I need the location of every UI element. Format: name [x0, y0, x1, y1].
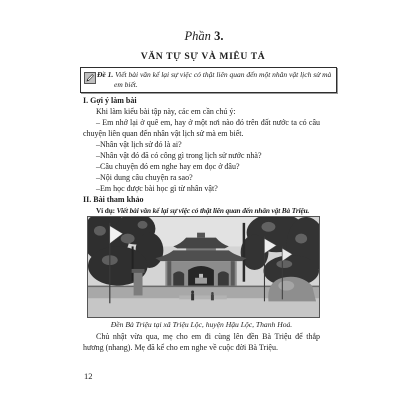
list-item: –Nội dung câu chuyện ra sao? [96, 173, 193, 182]
list-item: –Em học được bài học gì từ nhân vật? [96, 184, 218, 193]
photo-caption: Đền Bà Triệu tại xã Triệu Lộc, huyện Hậu Lộc, Thanh Hoá. [110, 320, 293, 329]
section-heading: II. Bài tham khảo [83, 195, 144, 204]
intro-text: Khi làm kiểu bài tập này, các em cần chú ý: [96, 107, 236, 116]
section-heading: I. Gợi ý làm bài [83, 96, 137, 105]
assignment-text [97, 70, 333, 90]
example-text: Viết bài văn kể lại sự việc có thật liên quan đến nhân vật Bà Triệu. [116, 206, 310, 215]
page-number: 12 [84, 371, 93, 381]
part-number: 3. [214, 29, 224, 43]
section-guidance [83, 95, 320, 194]
section-reference [83, 194, 320, 216]
reference-paragraph: Chủ nhật vừa qua, mẹ cho em đi cùng lên đền Bà Triệu để thắp hương (nhang). Mẹ đã kể cho em nghe về cuộc đời Bà Triệu. [83, 332, 320, 352]
example-line [83, 205, 320, 216]
list-item: –Câu chuyện đó em nghe hay em đọc ở đâu? [96, 162, 240, 171]
assignment-box [80, 67, 337, 93]
list-item: – Em nhớ lại ở quê em, hay ở một nơi nào đó trên đất nước ta có câu chuyện liên quan đến nhân vật lịch sử mà em biết. [83, 118, 320, 138]
assignment-prompt: Viết bài văn kể lại sự việc có thật liên quan đến một nhân vật lịch sử mà em biết. [114, 70, 332, 89]
list-item: –Nhân vật lịch sử đó là ai? [96, 140, 182, 149]
part-label: Phần [184, 29, 211, 43]
chapter-title: VĂN TỰ SỰ VÀ MIÊU TẢ [140, 51, 266, 62]
pencil-icon [84, 71, 96, 83]
list-item: –Nhân vật đó đã có công gì trong lịch sử nước nhà? [96, 151, 262, 160]
temple-photo [87, 216, 320, 318]
part-heading [0, 29, 400, 44]
assignment-label: Đề 1. [97, 70, 114, 79]
example-label: Ví dụ: [96, 206, 115, 215]
